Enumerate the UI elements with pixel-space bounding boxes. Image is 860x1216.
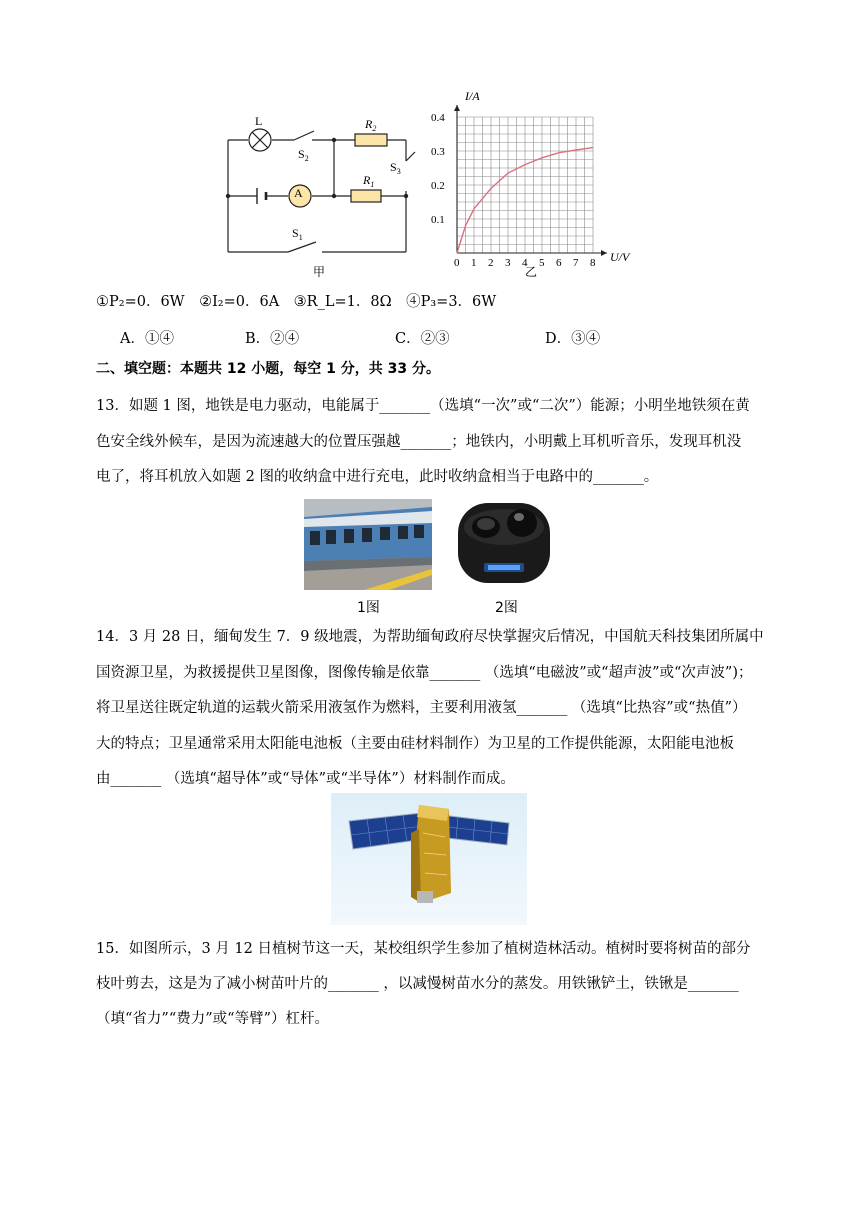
q14-line-3: 将卫星送往既定轨道的运载火箭采用液氢作为燃料，主要利用液氢_______ （选填“比热容”或“热值”）: [96, 700, 747, 716]
q14-line-1: 14．3 月 28 日，缅甸发生 7．9 级地震，为帮助缅甸政府尽快掌握灾后情况，中国航天科技集团所属中: [96, 629, 764, 645]
resistor-r1-label: $R_1$: [363, 173, 375, 189]
q12-option-d: D．③④: [545, 331, 601, 347]
x-axis-arrow: [601, 250, 607, 256]
x-tick-label: 5: [539, 257, 545, 269]
q13-line-1: 13．如题 1 图，地铁是电力驱动，电能属于_______（选填“一次”或“二次”）能源；小明坐地铁须在黄: [96, 398, 750, 414]
q12-option-a: A．①④: [120, 331, 174, 347]
circuit-diagram: [210, 105, 435, 285]
satellite-image: [331, 793, 527, 925]
switch-s3-label: $S_3$: [390, 160, 401, 176]
x-tick-label: 8: [590, 257, 596, 269]
y-tick-label: 0.2: [431, 180, 445, 192]
x-axis-label: U/V: [610, 250, 630, 264]
q12-option-b: B．②④: [245, 331, 300, 347]
x-tick-label: 7: [573, 257, 579, 269]
q12-statements: ①P₂=0．6W ②I₂=0．6A ③R_L=1．8Ω ④P₃=3．6W: [96, 294, 497, 310]
x-tick-label: 0: [454, 257, 460, 269]
x-tick-label: 6: [556, 257, 562, 269]
circuit-caption: 甲: [313, 265, 326, 279]
subway-photo: [304, 499, 432, 590]
q15-line-2: 枝叶剪去，这是为了减小树苗叶片的_______ ，以减慢树苗水分的蒸发。用铁锹铲土，铁锹是_______: [96, 976, 739, 992]
photo1-caption: 1图: [357, 600, 380, 616]
q13-line-3: 电了，将耳机放入如题 2 图的收纳盒中进行充电，此时收纳盒相当于电路中的_______。: [96, 469, 659, 485]
y-axis-arrow: [454, 105, 460, 111]
switch-s2-label: $S_2$: [298, 147, 309, 163]
x-tick-label: 1: [471, 257, 477, 269]
photo2-caption: 2图: [495, 600, 518, 616]
q12-option-c: C．②③: [395, 331, 450, 347]
iu-graph: [425, 82, 650, 282]
x-tick-label: 3: [505, 257, 511, 269]
lamp-label: L: [255, 114, 263, 128]
ammeter-label: A: [294, 186, 303, 200]
graph-caption: 乙: [525, 265, 538, 279]
q14-line-4: 大的特点；卫星通常采用太阳能电池板（主要由硅材料制作）为卫星的工作提供能源，太阳能电池板: [96, 736, 734, 752]
resistor-r2-label: $R_2$: [365, 117, 377, 133]
switch-s1-label: $S_1$: [292, 226, 303, 242]
y-tick-label: 0.1: [431, 214, 445, 226]
q15-line-1: 15．如图所示，3 月 12 日植树节这一天，某校组织学生参加了植树造林活动。植树时要将树苗的部分: [96, 941, 751, 957]
x-tick-label: 2: [488, 257, 494, 269]
q13-line-2: 色安全线外候车，是因为流速越大的位置压强越_______；地铁内，小明戴上耳机听音乐，发现耳机没: [96, 434, 742, 450]
y-tick-label: 0.3: [431, 146, 445, 158]
x-tick-label: 4: [522, 257, 528, 269]
q15-line-3: （填“省力”“费力”或“等臂”）杠杆。: [96, 1011, 329, 1027]
y-axis-label: I/A: [465, 89, 480, 103]
y-tick-label: 0.4: [431, 112, 445, 124]
q14-line-2: 国资源卫星，为救援提供卫星图像，图像传输是依靠_______ （选填“电磁波”或“超声波”或“次声波”)；: [96, 665, 753, 681]
earbuds-photo: [456, 497, 552, 589]
q14-line-5: 由_______ （选填“超导体”或“导体”或“半导体”）材料制作而成。: [96, 771, 515, 787]
section-title: 二、填空题：本题共 12 小题，每空 1 分，共 33 分。: [96, 361, 440, 377]
